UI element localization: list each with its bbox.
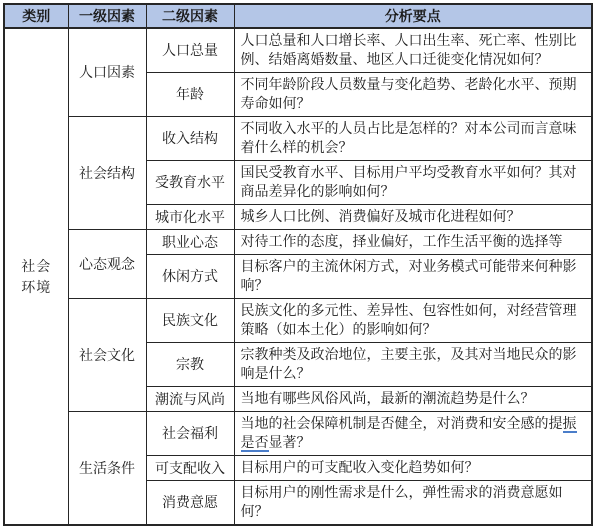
analysis-points-cell: 目标用户的刚性需求是什么，弹性需求的消费意愿如何？ (234, 481, 592, 526)
analysis-points-cell: 对待工作的态度，择业偏好，工作生活平衡的选择等 (234, 230, 592, 255)
table-row (4, 230, 592, 255)
factor-level1-cell: 心态观念 (68, 230, 146, 299)
factor-level2-cell: 社会福利 (146, 412, 234, 456)
analysis-points-cell: 宗教种类及政治地位，主要主张，及其对当地民众的影响是什么？ (234, 343, 592, 387)
table-row (4, 412, 592, 456)
factor-level1-cell: 社会文化 (68, 299, 146, 412)
factor-level1-cell: 社会结构 (68, 117, 146, 230)
table-body (4, 28, 592, 525)
table-header-row (4, 4, 592, 28)
analysis-points-cell: 当地有哪些风俗风尚，最新的潮流趋势是什么？ (234, 387, 592, 412)
analysis-points-cell: 不同收入水平的人员占比是怎样的？对本公司而言意味着什么样的机会？ (234, 117, 592, 161)
factor-level2-cell: 年龄 (146, 73, 234, 117)
analysis-table (3, 3, 593, 526)
underlined-text: 振是否 (240, 415, 577, 450)
header-cell-category: 类别 (4, 4, 68, 28)
factor-level2-cell: 受教育水平 (146, 161, 234, 205)
analysis-points-cell: 不同年龄阶段人员数量与变化趋势、老龄化水平、预期寿命如何？ (234, 73, 592, 117)
table-row (4, 299, 592, 343)
header-cell-factor-level2: 二级因素 (146, 4, 234, 28)
analysis-points-cell: 目标客户的主流休闲方式，对业务模式可能带来何种影响？ (234, 255, 592, 299)
analysis-points-cell: 人口总量和人口增长率、人口出生率、死亡率、性别比例、结婚离婚数量、地区人口迁徙变化情况如何？ (234, 28, 592, 73)
analysis-points-cell: 民族文化的多元性、差异性、包容性如何，对经营管理策略（如本土化）的影响如何？ (234, 299, 592, 343)
analysis-points-cell: 国民受教育水平、目标用户平均受教育水平如何？其对商品差异化的影响如何？ (234, 161, 592, 205)
factor-level2-cell: 收入结构 (146, 117, 234, 161)
factor-level2-cell: 可支配收入 (146, 456, 234, 481)
factor-level1-cell: 人口因素 (68, 28, 146, 117)
factor-level2-cell: 人口总量 (146, 28, 234, 73)
factor-level2-cell: 宗教 (146, 343, 234, 387)
factor-level2-cell: 消费意愿 (146, 481, 234, 526)
factor-level2-cell: 城市化水平 (146, 205, 234, 230)
table-row (4, 117, 592, 161)
category-label: 社会环境 (21, 257, 52, 295)
factor-level2-cell: 休闲方式 (146, 255, 234, 299)
analysis-points-cell: 目标用户的可支配收入变化趋势如何？ (234, 456, 592, 481)
header-cell-factor-level1: 一级因素 (68, 4, 146, 28)
category-cell (4, 28, 68, 525)
factor-level2-cell: 职业心态 (146, 230, 234, 255)
factor-level2-cell: 民族文化 (146, 299, 234, 343)
analysis-points-cell: 当地的社会保障机制是否健全，对消费和安全感的提振是否显著？ (234, 412, 592, 456)
factor-level2-cell: 潮流与风尚 (146, 387, 234, 412)
analysis-points-cell: 城乡人口比例、消费偏好及城市化进程如何？ (234, 205, 592, 230)
factor-level1-cell: 生活条件 (68, 412, 146, 526)
header-cell-analysis-points: 分析要点 (234, 4, 592, 28)
table-row (4, 28, 592, 73)
